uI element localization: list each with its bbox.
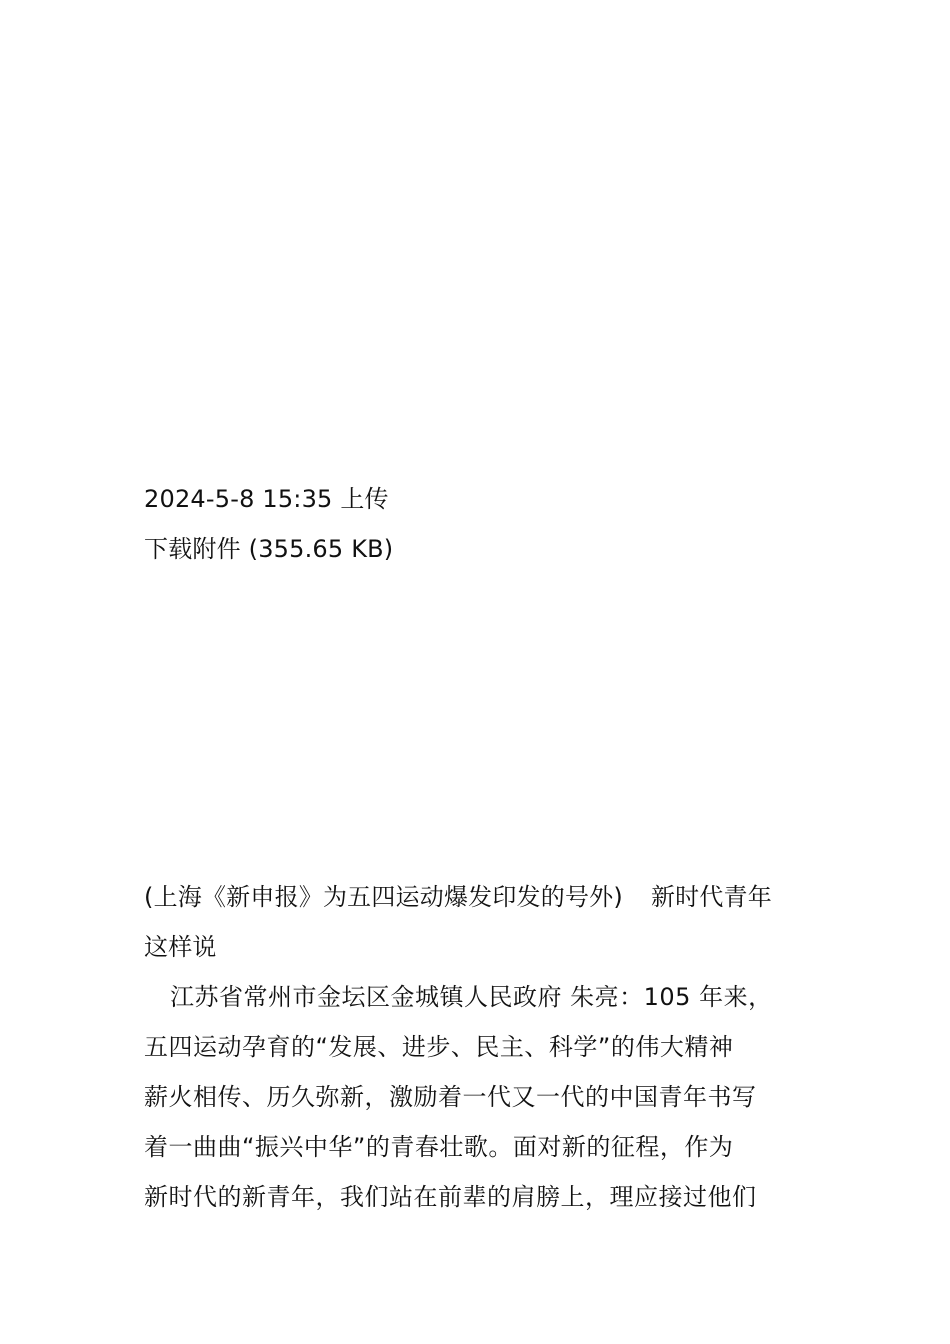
upload-timestamp: 2024-5-8 15:35 上传 [144, 485, 389, 513]
section-title-part2: 这样说 [144, 933, 217, 961]
section-title-part1: 新时代青年 [650, 883, 772, 911]
image-caption-line [144, 882, 772, 912]
download-attachment-link[interactable]: 下载附件 (355.65 KB) [144, 535, 394, 563]
paragraph-line-4: 着一曲曲“振兴中华”的青春壮歌。面对新的征程，作为 [144, 1133, 734, 1161]
paragraph-line-5: 新时代的新青年，我们站在前辈的肩膀上，理应接过他们 [144, 1183, 757, 1211]
paragraph-line-1: 江苏省常州市金坛区金城镇人民政府 朱亮：105 年来， [170, 983, 773, 1011]
paragraph-line-3: 薪火相传、历久弥新，激励着一代又一代的中国青年书写 [144, 1083, 757, 1111]
paragraph-line-2: 五四运动孕育的“发展、进步、民主、科学”的伟大精神 [144, 1033, 734, 1061]
image-caption: (上海《新申报》为五四运动爆发印发的号外) [144, 883, 623, 911]
